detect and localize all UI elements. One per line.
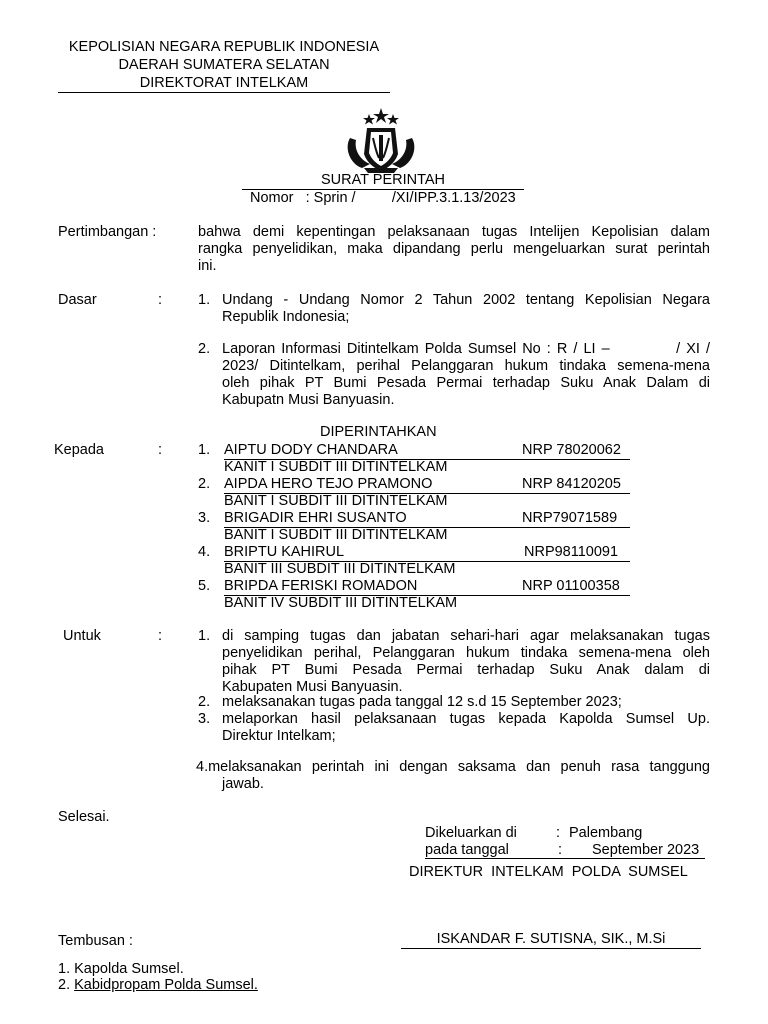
document-number: [242, 190, 524, 207]
untuk-item-1-num: 1.: [198, 628, 211, 644]
personnel-2-nrp: NRP 84120205: [512, 476, 630, 494]
personnel-2-unit: BANIT I SUBDIT III DITINTELKAM: [224, 493, 448, 509]
dasar-item-2-line-3: oleh pihak PT Bumi Pesada Permai terhadap Suku Anak Dalam di: [222, 375, 710, 391]
untuk-item-3-num: 3.: [198, 711, 211, 727]
diperintahkan-heading: DIPERINTAHKAN: [320, 424, 437, 440]
dasar-item-2-line-2: 2023/ Ditintelkam, perihal Pelanggaran hukum tindaka semena-mena: [222, 358, 710, 374]
personnel-1-num: 1.: [198, 442, 211, 458]
untuk-item-3-line-1: melaporkan hasil pelaksanaan tugas kepada Kapolda Sumsel Up.: [222, 711, 710, 727]
pertimbangan-text: [198, 224, 710, 275]
dasar-item-2-num: 2.: [198, 341, 211, 357]
untuk-item-2-num: 2.: [198, 694, 211, 710]
dasar-item-2: [222, 341, 710, 409]
pertimbangan-line-2: rangka penyelidikan, maka dipandang perlu mengeluarkan surat perintah: [198, 241, 710, 257]
number-label: Nomor: [250, 190, 294, 206]
pertimbangan-line-1: bahwa demi kepentingan pelaksanaan tugas Intelijen Kepolisian dalam: [198, 224, 710, 240]
personnel-1-nrp: NRP 78020062: [512, 442, 630, 460]
title-heading: SURAT PERINTAH: [242, 172, 524, 190]
number-value: : Sprin / /XI/IPP.3.1.13/2023: [305, 190, 516, 206]
personnel-5-num: 5.: [198, 578, 211, 594]
untuk-item-1-line-1: di samping tugas dan jabatan sehari-hari agar melaksanakan tugas: [222, 628, 710, 644]
personnel-1-name: AIPTU DODY CHANDARA: [224, 442, 512, 460]
signatory-name: ISKANDAR F. SUTISNA, SIK., M.Si: [401, 931, 701, 949]
untuk-item-1-line-2: penyelidikan perihal, Pelanggaran hukum tindaka semena-mena oleh: [222, 645, 710, 661]
police-emblem-icon: [340, 108, 422, 174]
dasar-item-2-line-1: Laporan Informasi Ditintelkam Polda Sumsel No : R / LI – / XI /: [222, 341, 710, 357]
untuk-item-4-line-2: jawab.: [222, 776, 264, 792]
personnel-2-name: AIPDA HERO TEJO PRAMONO: [224, 476, 512, 494]
issued-place-value: Palembang: [569, 825, 643, 841]
untuk-colon: :: [158, 628, 163, 644]
personnel-3-nrp: NRP79071589: [512, 510, 630, 528]
dasar-item-1: [222, 292, 710, 326]
signatory-title: DIREKTUR INTELKAM POLDA SUMSEL: [409, 864, 688, 880]
untuk-item-4-line-1: 4.melaksanakan perintah ini dengan saksama dan penuh rasa tanggung: [196, 759, 710, 775]
issued-date-colon: :: [558, 842, 563, 858]
tembusan-item-2-text: Kabidpropam Polda Sumsel.: [74, 977, 258, 993]
untuk-item-4: [196, 759, 710, 793]
personnel-5-nrp: NRP 01100358: [512, 578, 630, 596]
letterhead-line-2: DAERAH SUMATERA SELATAN: [118, 57, 330, 73]
issued-date-label: pada tanggal: [425, 842, 509, 858]
personnel-4-name: BRIPTU KAHIRUL: [224, 544, 512, 562]
dasar-item-2-line-4: Kabupatn Musi Banyuasin.: [222, 392, 395, 408]
personnel-3-unit: BANIT I SUBDIT III DITINTELKAM: [224, 527, 448, 543]
dasar-item-1-line-2: Republik Indonesia;: [222, 309, 350, 325]
personnel-1-unit: KANIT I SUBDIT III DITINTELKAM: [224, 459, 448, 475]
untuk-item-1: [222, 628, 710, 696]
personnel-5-name: BRIPDA FERISKI ROMADON: [224, 578, 512, 596]
personnel-5-unit: BANIT IV SUBDIT III DITINTELKAM: [224, 595, 458, 611]
personnel-3-num: 3.: [198, 510, 211, 526]
kepada-colon: :: [158, 442, 163, 458]
issued-date-value: September 2023: [592, 842, 700, 858]
tembusan-item-2-num: 2.: [58, 977, 71, 993]
pertimbangan-label: Pertimbangan :: [58, 224, 157, 240]
document-title: [242, 172, 524, 207]
issued-place-colon: :: [556, 825, 561, 841]
untuk-item-1-line-4: Kabupaten Musi Banyuasin.: [222, 679, 403, 695]
personnel-2-num: 2.: [198, 476, 211, 492]
tembusan-item-1-num: 1.: [58, 961, 71, 977]
untuk-item-1-line-3: pihak PT Bumi Pesada Permai terhadap Suku Anak dalam di: [222, 662, 710, 678]
dasar-colon: :: [158, 292, 163, 308]
closing-text: Selesai.: [58, 809, 110, 825]
personnel-3-name: BRIGADIR EHRI SUSANTO: [224, 510, 512, 528]
personnel-4-nrp: NRP98110091: [512, 544, 630, 562]
dasar-item-1-num: 1.: [198, 292, 211, 308]
dasar-item-1-line-1: Undang - Undang Nomor 2 Tahun 2002 tentang Kepolisian Negara: [222, 292, 710, 308]
letterhead: [58, 38, 390, 92]
personnel-4-unit: BANIT III SUBDIT III DITINTELKAM: [224, 561, 456, 577]
tembusan-label: Tembusan :: [58, 933, 133, 949]
untuk-item-3-line-2: Direktur Intelkam;: [222, 728, 336, 744]
tembusan-item-1: [58, 961, 184, 978]
tembusan-item-2: [58, 977, 258, 994]
letterhead-line-3: DIREKTORAT INTELKAM: [139, 75, 309, 91]
untuk-label: Untuk: [63, 628, 101, 644]
issued-place-label: Dikeluarkan di: [425, 825, 517, 841]
untuk-item-2-line-1: melaksanakan tugas pada tanggal 12 s.d 15 September 2023;: [222, 694, 622, 710]
pertimbangan-line-3: ini.: [198, 258, 217, 274]
kepada-label: Kepada: [54, 442, 104, 458]
letterhead-divider: [58, 92, 390, 93]
untuk-item-3: [222, 711, 710, 745]
letterhead-line-1: KEPOLISIAN NEGARA REPUBLIK INDONESIA: [68, 39, 380, 55]
personnel-4-num: 4.: [198, 544, 211, 560]
tembusan-item-1-text: Kapolda Sumsel.: [74, 961, 184, 977]
dasar-label: Dasar: [58, 292, 97, 308]
